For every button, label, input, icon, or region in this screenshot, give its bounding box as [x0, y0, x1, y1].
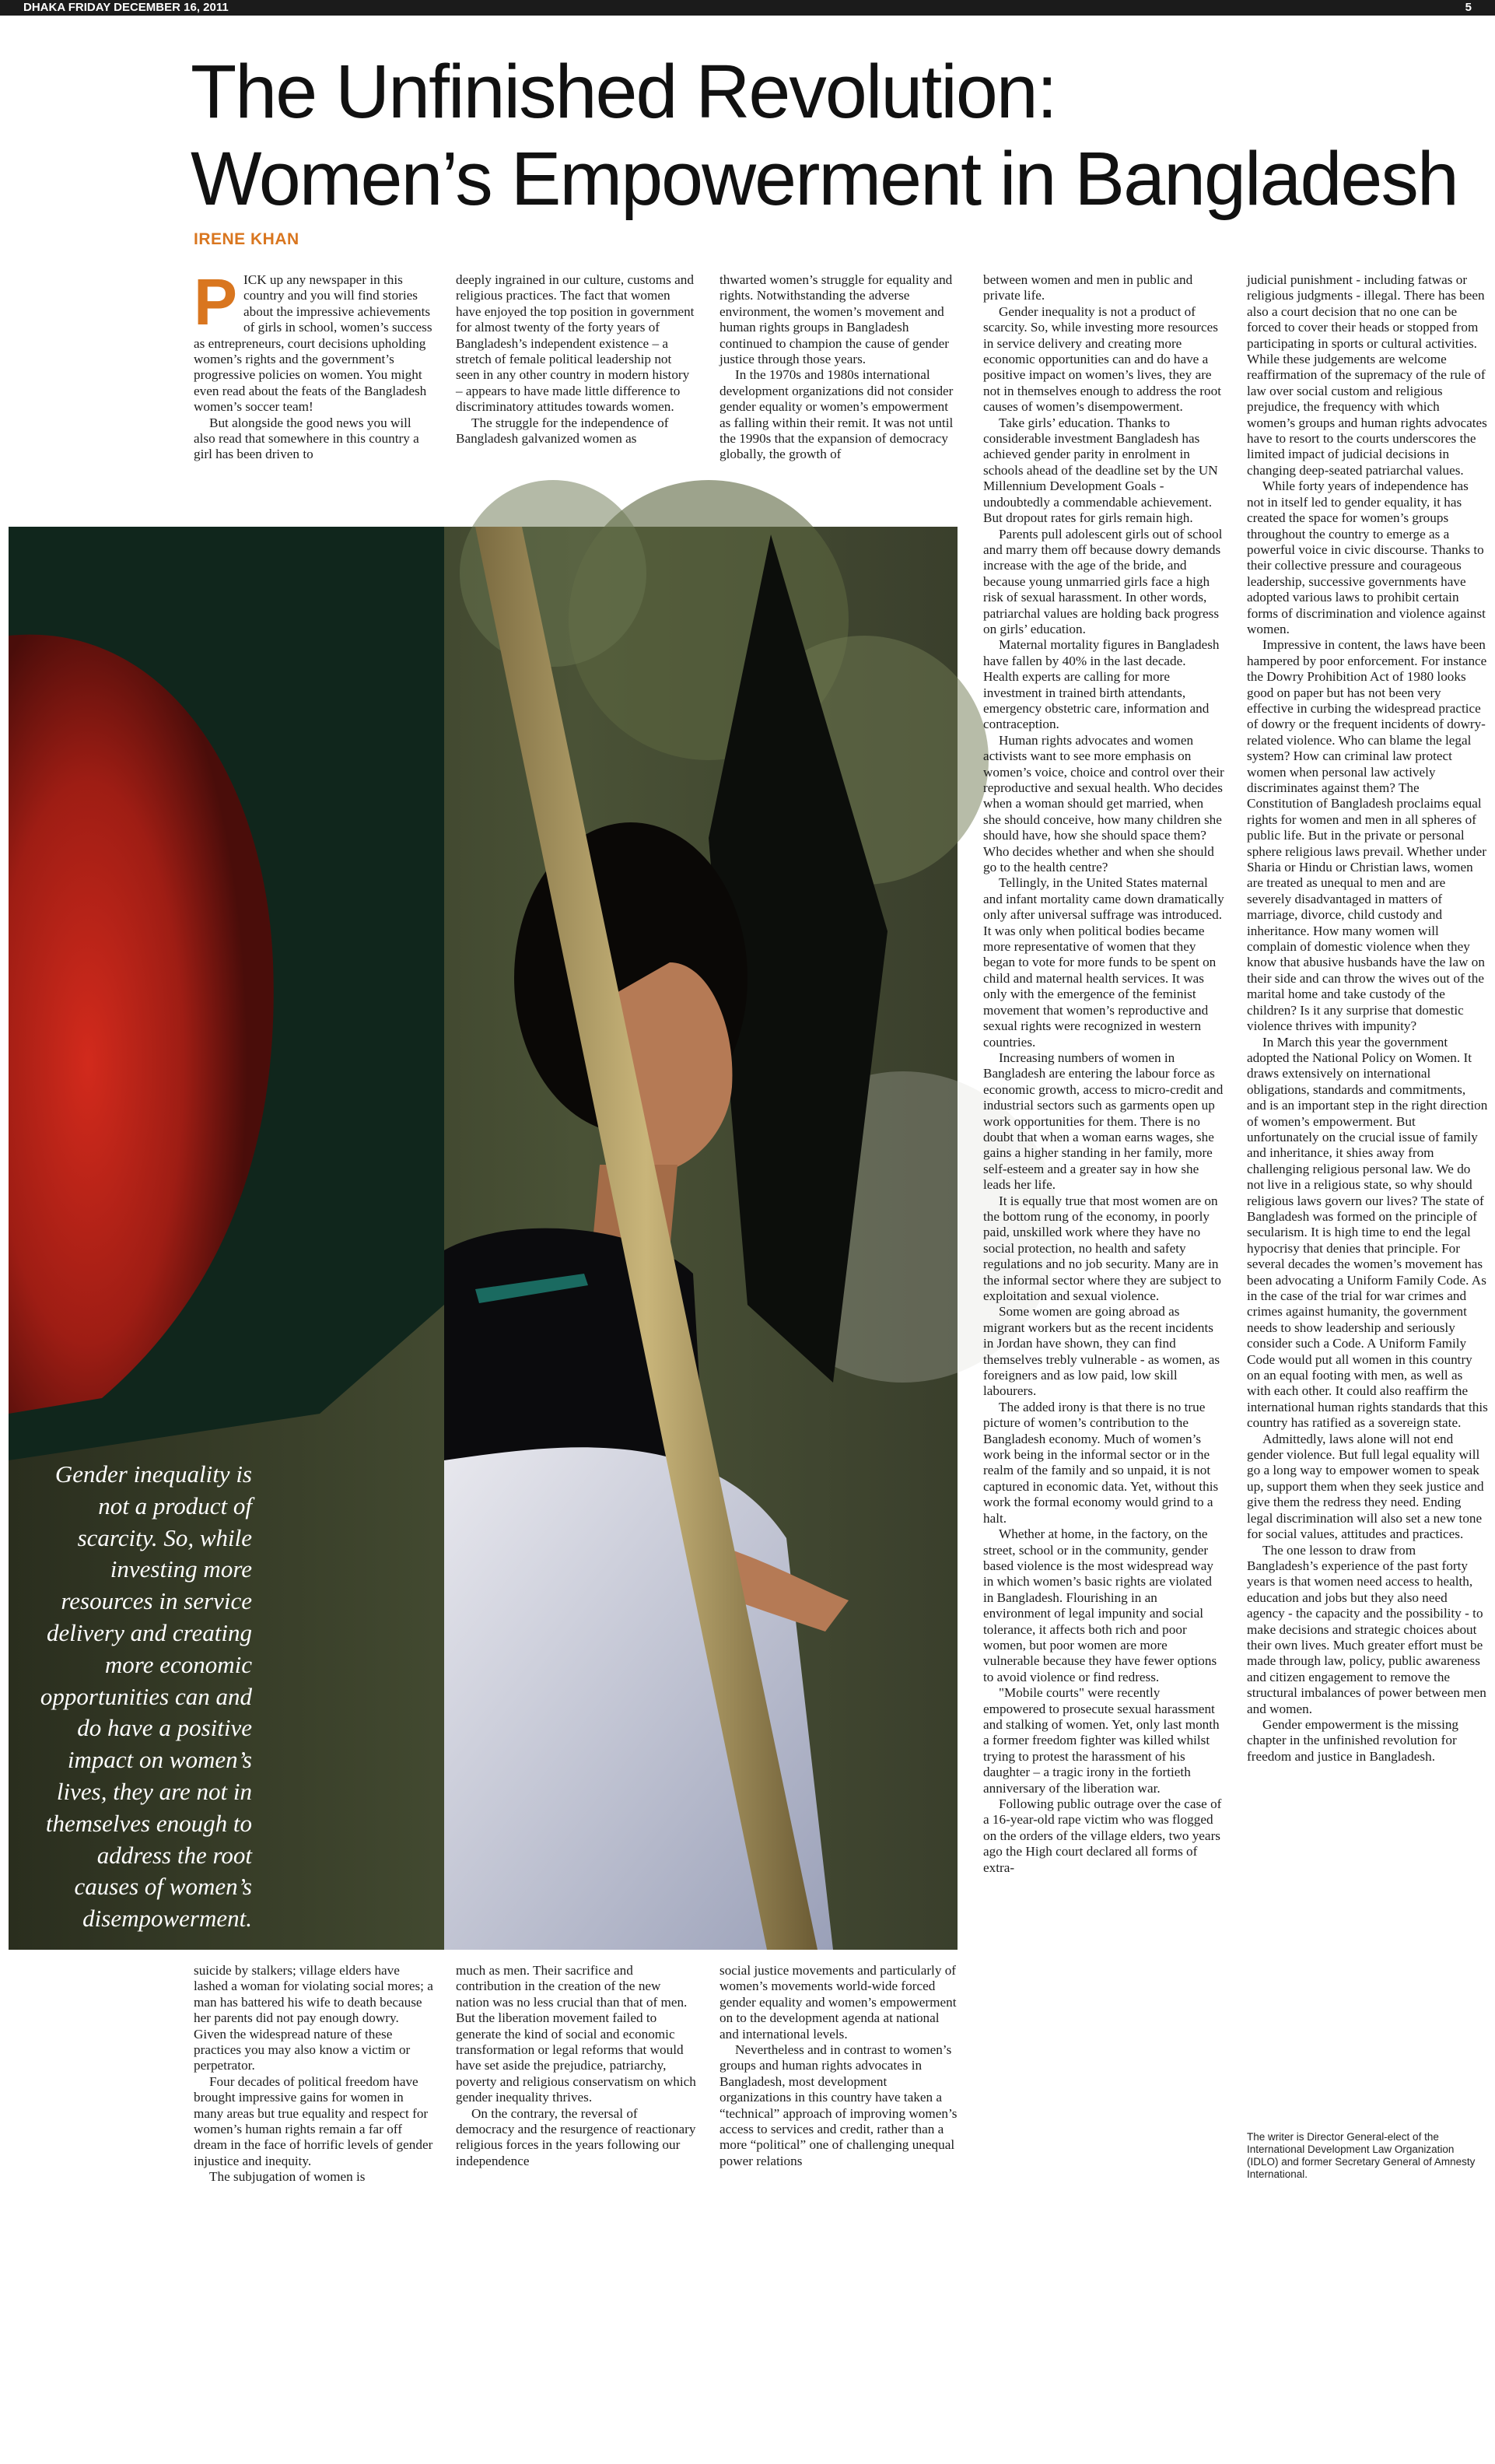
- paragraph: deeply ingrained in our culture, customs and religious practices. The fact that women have enjoyed the top position in government for almost twenty of the forty years of Bangladesh’s independent existence – a stretch of female political leadership not seen in any other country in modern history – appears to have made little difference to discriminatory attitudes towards women.: [456, 272, 695, 415]
- pull-quote: Gender inequality is not a product of scarcity. So, while investing more resources in service delivery and creating more economic opportunities can and do have a positive impact on women’s lives, they are not in themselves enough to address the root causes of women’s disempowerment.: [40, 1460, 252, 1933]
- paragraph: The subjugation of women is: [209, 2169, 366, 2185]
- paragraph: social justice movements and particularly of women’s movements world-wide forced gender equality and women’s empowerment on to the development agenda at national and international levels.: [719, 1963, 957, 2042]
- paragraph: "Mobile courts" were recently empowered to prosecute sexual harassment and stalking of women. Yet, only last month a former freedom fighter was killed whilst trying to protest the harassment of his daughter – a tragic irony in the fortieth anniversary of the liberation war.: [983, 1685, 1220, 1796]
- paragraph: Impressive in content, the laws have been hampered by poor enforcement. For instance the Dowry Prohibition Act of 1980 looks good on paper but has not been very effective in curbing the widespread practice of dowry or the frequent incidents of dowry- related violence. Who can blame the legal system? How can criminal law protect women when personal law actively discriminates against them? The Constitution of Bangladesh proclaims equal rights for women and men in all spheres of public life. But in the private or personal sphere religious laws prevail. Whether under Sharia or Hindu or Christian laws, women are treated as unequal to men and are severely disadvantaged in matters of marriage, divorce, child custody and inheritance. How many women will complain of domestic violence when they know that abusive husbands have the law on their side and can throw the wives out of the marital home and take custody of the children? Is it any surprise that domestic violence thrives with impunity?: [1247, 637, 1487, 1034]
- paragraph: suicide by stalkers; village elders have lashed a woman for violating social mores; a man has battered his wife to death because her parents did not pay enough dowry. Given the widespread nature of these practices you may also know a victim or perpetrator.: [194, 1963, 433, 2073]
- paragraph: between women and men in public and private life.: [983, 272, 1193, 303]
- paragraph: Gender inequality is not a product of scarcity. So, while investing more resources in service delivery and creating more economic opportunities can and do have a positive impact on women’s lives, they are not in themselves enough to address the root causes of women’s disempowerment.: [983, 303, 1221, 415]
- drop-cap: P: [194, 265, 238, 338]
- article-headline: [191, 48, 1490, 223]
- photo-credit: ZAHEDUL I KHAN: [44, 2455, 122, 2464]
- column-3-bottom: [719, 1963, 961, 2227]
- column-1-top: [194, 265, 435, 513]
- paragraph: It is equally true that most women are on the bottom rung of the economy, in poorly paid, unskilled work where they have no social protection, no health and safety regulations and no job security. Many are in the informal sector where they are subject to exploitation and sexual violence.: [983, 1193, 1221, 1303]
- paragraph: The added irony is that there is no true picture of women’s contribution to the Bangladesh economy. Much of women’s work being in the informal sector or in the realm of the family and so unpaid, it is not captured in economic data. Yet, without this work the formal economy would grind to a halt.: [983, 1399, 1219, 1526]
- column-2-top: [456, 272, 697, 513]
- paragraph: In the 1970s and 1980s international development organizations did not consider gender equality or women’s empowerment as falling within their remit. It was not until the 1990s that the expansion of democracy globally, the growth of: [719, 367, 954, 462]
- paragraph: much as men. Their sacrifice and contribution in the creation of the new nation was no less crucial than that of men. But the liberation movement failed to generate the kind of social and economic transformation or legal reforms that would have set aside the prejudice, patriarchy, poverty and religious conservatism on which gender inequality thrives.: [456, 1963, 696, 2105]
- paragraph: Parents pull adolescent girls out of school and marry them off because dowry demands increase with the age of the bride, and because young unmarried girls face a high risk of sexual harassment. In other words, patriarchal values are holding back progress on girls’ education.: [983, 526, 1223, 636]
- paragraph: ICK up any newspaper in this country and you will find stories about the impressive achievements of girls in school, women’s success as entrepreneurs, court decisions upholding women’s rights and the government’s progressive policies on women. You might even read about the feats of the Bangladesh women’s soccer team!: [194, 272, 432, 415]
- paragraph: The struggle for the independence of Bangladesh galvanized women as: [456, 415, 669, 447]
- paragraph: On the contrary, the reversal of democracy and the resurgence of reactionary religious forces in the years following our independence: [456, 2105, 696, 2168]
- headline-line-2: Women’s Empowerment in Bangladesh: [191, 136, 1458, 221]
- author-note: The writer is Director General-elect of the International Development Law Organization (IDLO) and former Secretary General of Amnesty International.: [1247, 2131, 1476, 2180]
- paragraph: Admittedly, laws alone will not end gender violence. But full legal equality will go a long way to empower women to speak up, support them when they seek justice and give them the redress they need. Ending legal discrimination will also set a new tone for social values, attitudes and practices.: [1247, 1431, 1484, 1542]
- column-1-bottom: [194, 1963, 435, 2227]
- paragraph: thwarted women’s struggle for equality and rights. Notwithstanding the adverse environment, the women’s movement and human rights groups in Bangladesh continued to champion the cause of gender justice through those years.: [719, 272, 953, 367]
- paragraph: But alongside the good news you will also read that somewhere in this country a girl has been driven to: [194, 415, 419, 462]
- dateline: DHAKA FRIDAY DECEMBER 16, 2011: [23, 1, 229, 14]
- headline-line-1: The Unfinished Revolution:: [191, 49, 1056, 134]
- paragraph: Nevertheless and in contrast to women’s groups and human rights advocates in Bangladesh, most development organizations in this country have taken a “technical” approach of improving women’s access to services and credit, rather than a more “political” one of challenging unequal power relations: [719, 2042, 958, 2168]
- paragraph: Tellingly, in the United States maternal and infant mortality came down dramatically only after universal suffrage was introduced. It was only when political bodies became more representative of women that they began to vote for more funds to be spent on child and maternal health services. It was only with the emergence of the feminist movement that women’s reproductive and sexual rights were recognized in western countries.: [983, 875, 1224, 1050]
- paragraph: Whether at home, in the factory, on the street, school or in the community, gender based violence is the most widespread way in which women’s basic rights are violated in Bangladesh. Flourishing in an environment of legal impunity and social tolerance, it affects both rich and poor women, but poor women are more vulnerable because they have fewer options to avoid violence or find redress.: [983, 1526, 1217, 1684]
- byline: IRENE KHAN: [194, 230, 299, 248]
- column-4: [983, 272, 1224, 2229]
- paragraph: Following public outrage over the case of a 16-year-old rape victim who was flogged on the orders of the village elders, two years ago the High court declared all forms of extra-: [983, 1796, 1222, 1875]
- paragraph: Increasing numbers of women in Bangladesh are entering the labour force as economic growth, access to micro-credit and industrial sectors such as garments open up work opportunities for them. There is no doubt that when a woman earns wages, she gains a higher standing in her family, more self-esteem and a greater say in how she leads her life.: [983, 1050, 1224, 1193]
- paragraph: Gender empowerment is the missing chapter in the unfinished revolution for freedom and justice in Bangladesh.: [1247, 1716, 1459, 1764]
- column-5: [1247, 272, 1488, 2128]
- masthead-bar: [0, 0, 1495, 16]
- paragraph: In March this year the government adopted the National Policy on Women. It draws extensively on international obligations, standards and commitments, and is an important step in the right direction of women’s empowerment. But unfortunately on the crucial issue of family and inheritance, it shies away from challenging religious personal law. We do not live in a religious state, so why should religious laws govern our lives? The state of Bangladesh was formed on the principle of secularism. It is high time to end the legal hypocrisy that denies that principle. For several decades the women’s movement has been advocating a Uniform Family Code. As in the case of the trial for war crimes and crimes against humanity, the government needs to show leadership and seriously consider such a Code. A Uniform Family Code would put all women in this country on an equal footing with men, as well as with each other. It could also reaffirm the international human rights standards that this country has ratified as a sovereign state.: [1247, 1034, 1488, 1431]
- paragraph: Some women are going abroad as migrant workers but as the recent incidents in Jordan have shown, they can find themselves trebly vulnerable - as women, as foreigners and as low paid, low skill labourers.: [983, 1304, 1220, 1399]
- paragraph: The one lesson to draw from Bangladesh’s experience of the past forty years is that women need access to health, education and jobs but they also need agency - the capacity and the possibility - to make decisions and strategic choices about their own lives. Much greater effort must be made through law, policy, public awareness and citizen engagement to remove the structural imbalances of power between men and women.: [1247, 1542, 1486, 1716]
- paragraph: While forty years of independence has not in itself led to gender equality, it has created the space for women’s groups throughout the country to emerge as a powerful voice in civic discourse. Thanks to their collective pressure and courageous leadership, successive governments have adopted various laws to prohibit certain forms of discrimination and violence against women.: [1247, 478, 1486, 636]
- page-number: 5: [1465, 1, 1472, 14]
- paragraph: Human rights advocates and women activists want to see more emphasis on women’s voice, choice and control over their reproductive and sexual health. Who decides when a woman should get married, when she should conceive, how many children she should have, how she should space them? Who decides whether and when she should go to the health centre?: [983, 732, 1224, 875]
- paragraph: judicial punishment - including fatwas or religious judgments - illegal. There has been also a court decision that no one can be forced to cover their heads or stopped from participating in sports or cultural activities. While these judgements are welcome reaffirmation of the supremacy of the rule of law over social custom and religious prejudice, the frequency with which women’s groups and human rights advocates have to resort to the courts underscores the limited impact of judicial decisions in changing deep-seated patriarchal values.: [1247, 272, 1487, 478]
- column-3-top: [719, 272, 961, 513]
- paragraph: Take girls’ education. Thanks to considerable investment Bangladesh has achieved gender parity in enrolment in schools ahead of the deadline set by the UN Millennium Development Goals - undoubtedly a commendable achievement. But dropout rates for girls remain high.: [983, 415, 1218, 526]
- column-2-bottom: [456, 1963, 697, 2227]
- paragraph: Maternal mortality figures in Bangladesh have fallen by 40% in the last decade. Health experts are calling for more investment in trained birth attendants, emergency obstetric care, information and contraception.: [983, 637, 1220, 732]
- paragraph: Four decades of political freedom have brought impressive gains for women in many areas but true equality and respect for women’s human rights remain a far off dream in the face of horrific levels of gender injustice and inequity.: [194, 2073, 433, 2168]
